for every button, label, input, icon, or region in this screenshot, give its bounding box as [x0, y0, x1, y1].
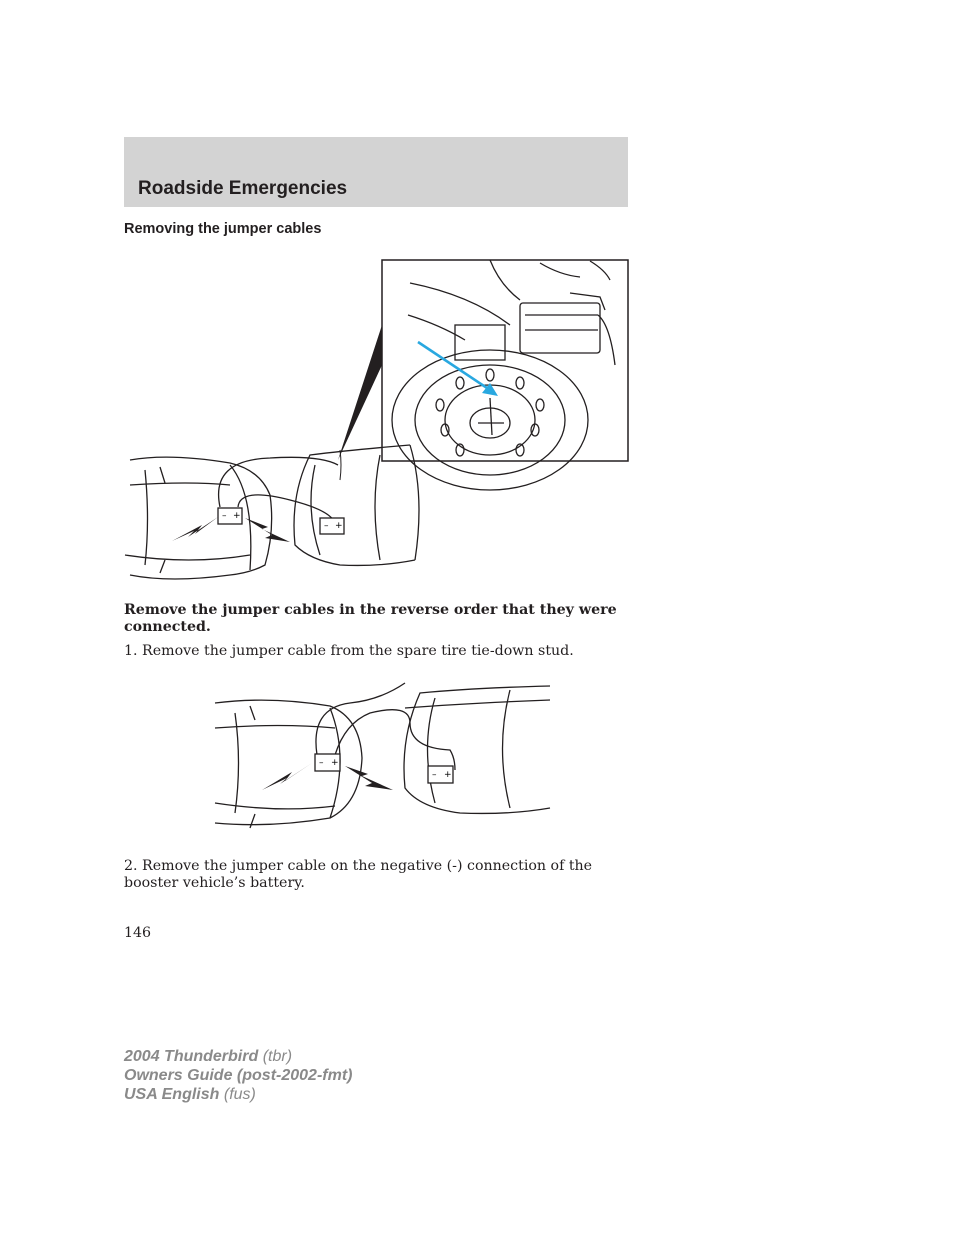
lightning-bolt-left-2 [262, 763, 312, 790]
subheading: Removing the jumper cables [124, 221, 322, 237]
right-car-body-2 [404, 686, 550, 813]
reverse-order-note: Remove the jumper cables in the reverse order that they were connected. [124, 602, 617, 635]
footer-line-3 [124, 1085, 352, 1104]
footer-model-code: (tbr) [258, 1048, 293, 1065]
battery-plus-label: + [233, 511, 241, 521]
lightning-bolt-right-2 [345, 766, 393, 790]
footer-model: 2004 Thunderbird [124, 1048, 259, 1065]
footer-guide: Owners Guide (post-2002-fmt) [124, 1067, 353, 1084]
right-car-body [294, 445, 415, 565]
lightning-bolt-right [245, 518, 290, 542]
lightning-bolt-left [172, 517, 218, 541]
battery-plus-label-4: + [444, 770, 452, 780]
page-number: 146 [124, 925, 152, 941]
footer [124, 1047, 352, 1104]
jumper-cable-negative [219, 457, 338, 507]
figure-jumper-cables-cars [210, 678, 560, 848]
battery-minus-label: – [222, 511, 227, 521]
battery-minus-label-4: – [432, 770, 437, 780]
step-1: 1. Remove the jumper cable from the spare tire tie-down stud. [124, 643, 574, 659]
figure-jumper-cables-trunk [110, 255, 630, 595]
footer-line-1 [124, 1047, 352, 1066]
jumper-cable-2b [335, 710, 455, 770]
section-title: Roadside Emergencies [138, 178, 348, 199]
battery-plus-label-3: + [331, 758, 339, 768]
battery-minus-label-3: – [319, 758, 324, 768]
battery-minus-label-2: – [324, 521, 329, 531]
footer-line-2 [124, 1066, 352, 1085]
step-2: 2. Remove the jumper cable on the negative (-) connection of the booster vehicle’s battery. [124, 858, 593, 891]
footer-language-code: (fus) [219, 1086, 256, 1103]
callout-pointer [338, 325, 382, 460]
battery-plus-label-2: + [335, 521, 343, 531]
footer-language: USA English [124, 1086, 220, 1103]
